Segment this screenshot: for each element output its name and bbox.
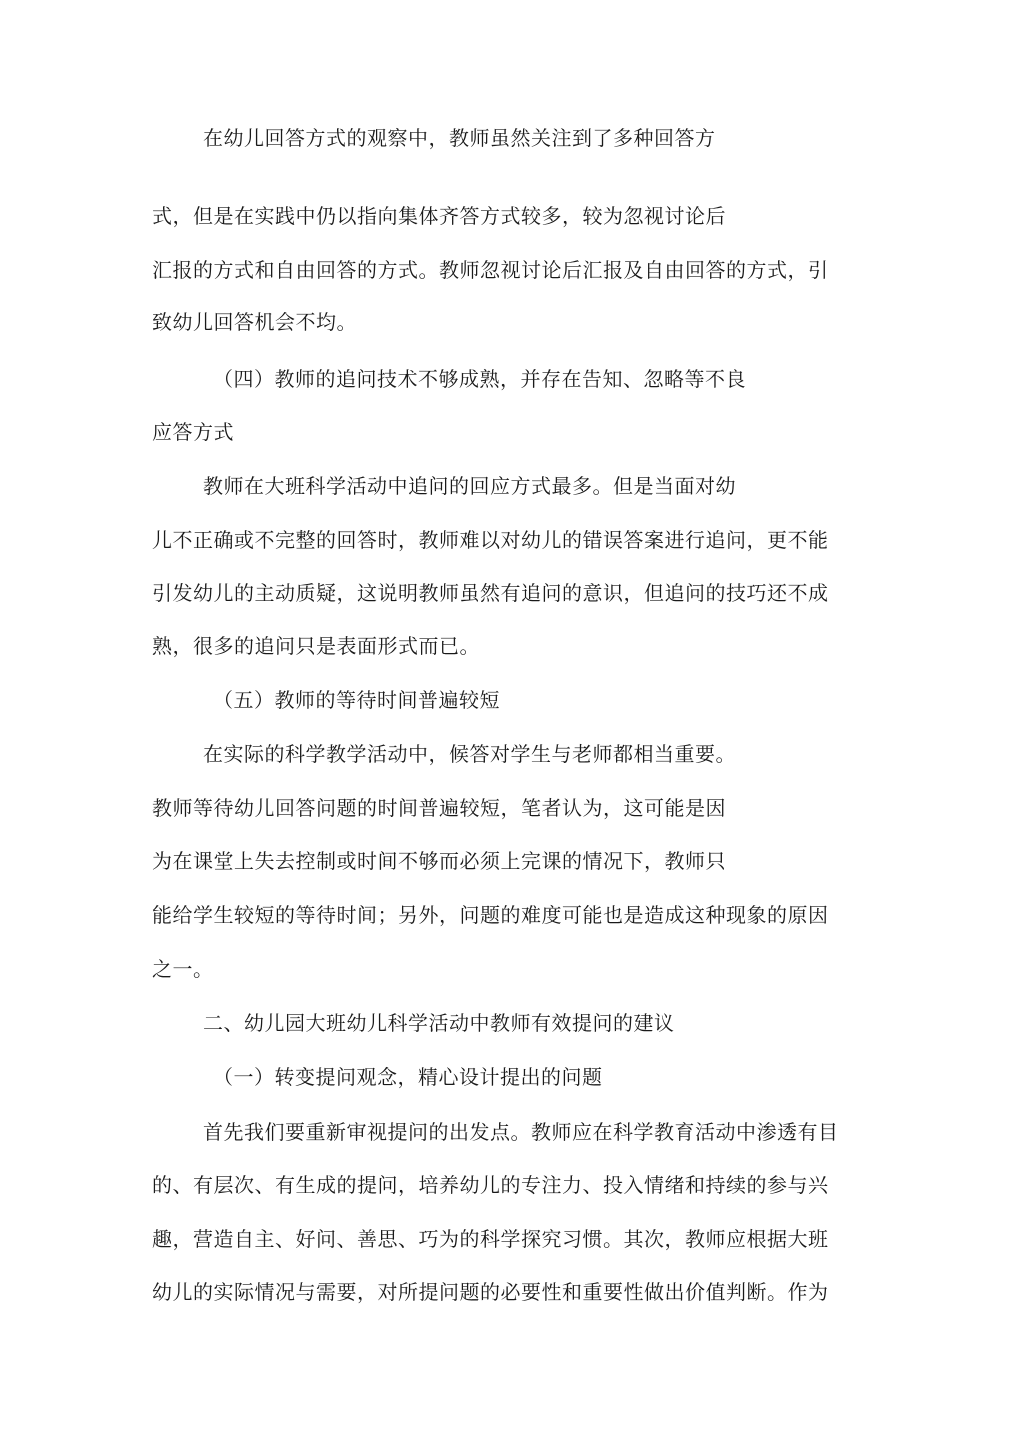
paragraph-line: 引发幼儿的主动质疑，这说明教师虽然有追问的意识，但追问的技巧还不成 [152,581,829,605]
paragraph-line: 儿不正确或不完整的回答时，教师难以对幼儿的错误答案进行追问，更不能 [152,528,829,552]
paragraph-line: 汇报的方式和自由回答的方式。教师忽视讨论后汇报及自由回答的方式，引 [152,258,829,282]
section-heading: （一）转变提问观念，精心设计提出的问题 [213,1065,603,1089]
paragraph-line: 能给学生较短的等待时间；另外，问题的难度可能也是造成这种现象的原因 [152,903,829,927]
chapter-heading: 二、幼儿园大班幼儿科学活动中教师有效提问的建议 [203,1011,675,1035]
paragraph-line: 式，但是在实践中仍以指向集体齐答方式较多，较为忽视讨论后 [152,204,726,228]
section-heading-continued: 应答方式 [152,420,234,444]
paragraph-line: 教师等待幼儿回答问题的时间普遍较短，笔者认为，这可能是因 [152,796,726,820]
paragraph-line: 之一。 [152,957,214,981]
paragraph-line: 幼儿的实际情况与需要，对所提问题的必要性和重要性做出价值判断。作为 [152,1280,829,1304]
section-heading: （五）教师的等待时间普遍较短 [213,688,500,712]
paragraph-line: 首先我们要重新审视提问的出发点。教师应在科学教育活动中渗透有目 [203,1120,839,1144]
paragraph-line: 熟，很多的追问只是表面形式而已。 [152,634,480,658]
paragraph-line: 为在课堂上失去控制或时间不够而必须上完课的情况下，教师只 [152,849,726,873]
paragraph-line: 的、有层次、有生成的提问，培养幼儿的专注力、投入情绪和持续的参与兴 [152,1173,829,1197]
paragraph-line: 趣，营造自主、好问、善思、巧为的科学探究习惯。其次，教师应根据大班 [152,1227,829,1251]
paragraph-line: 在实际的科学教学活动中，候答对学生与老师都相当重要。 [203,742,736,766]
paragraph-line: 在幼儿回答方式的观察中，教师虽然关注到了多种回答方 [203,126,716,150]
paragraph-line: 致幼儿回答机会不均。 [152,310,357,334]
section-heading: （四）教师的追问技术不够成熟，并存在告知、忽略等不良 [213,367,746,391]
paragraph-line: 教师在大班科学活动中追问的回应方式最多。但是当面对幼 [203,474,736,498]
